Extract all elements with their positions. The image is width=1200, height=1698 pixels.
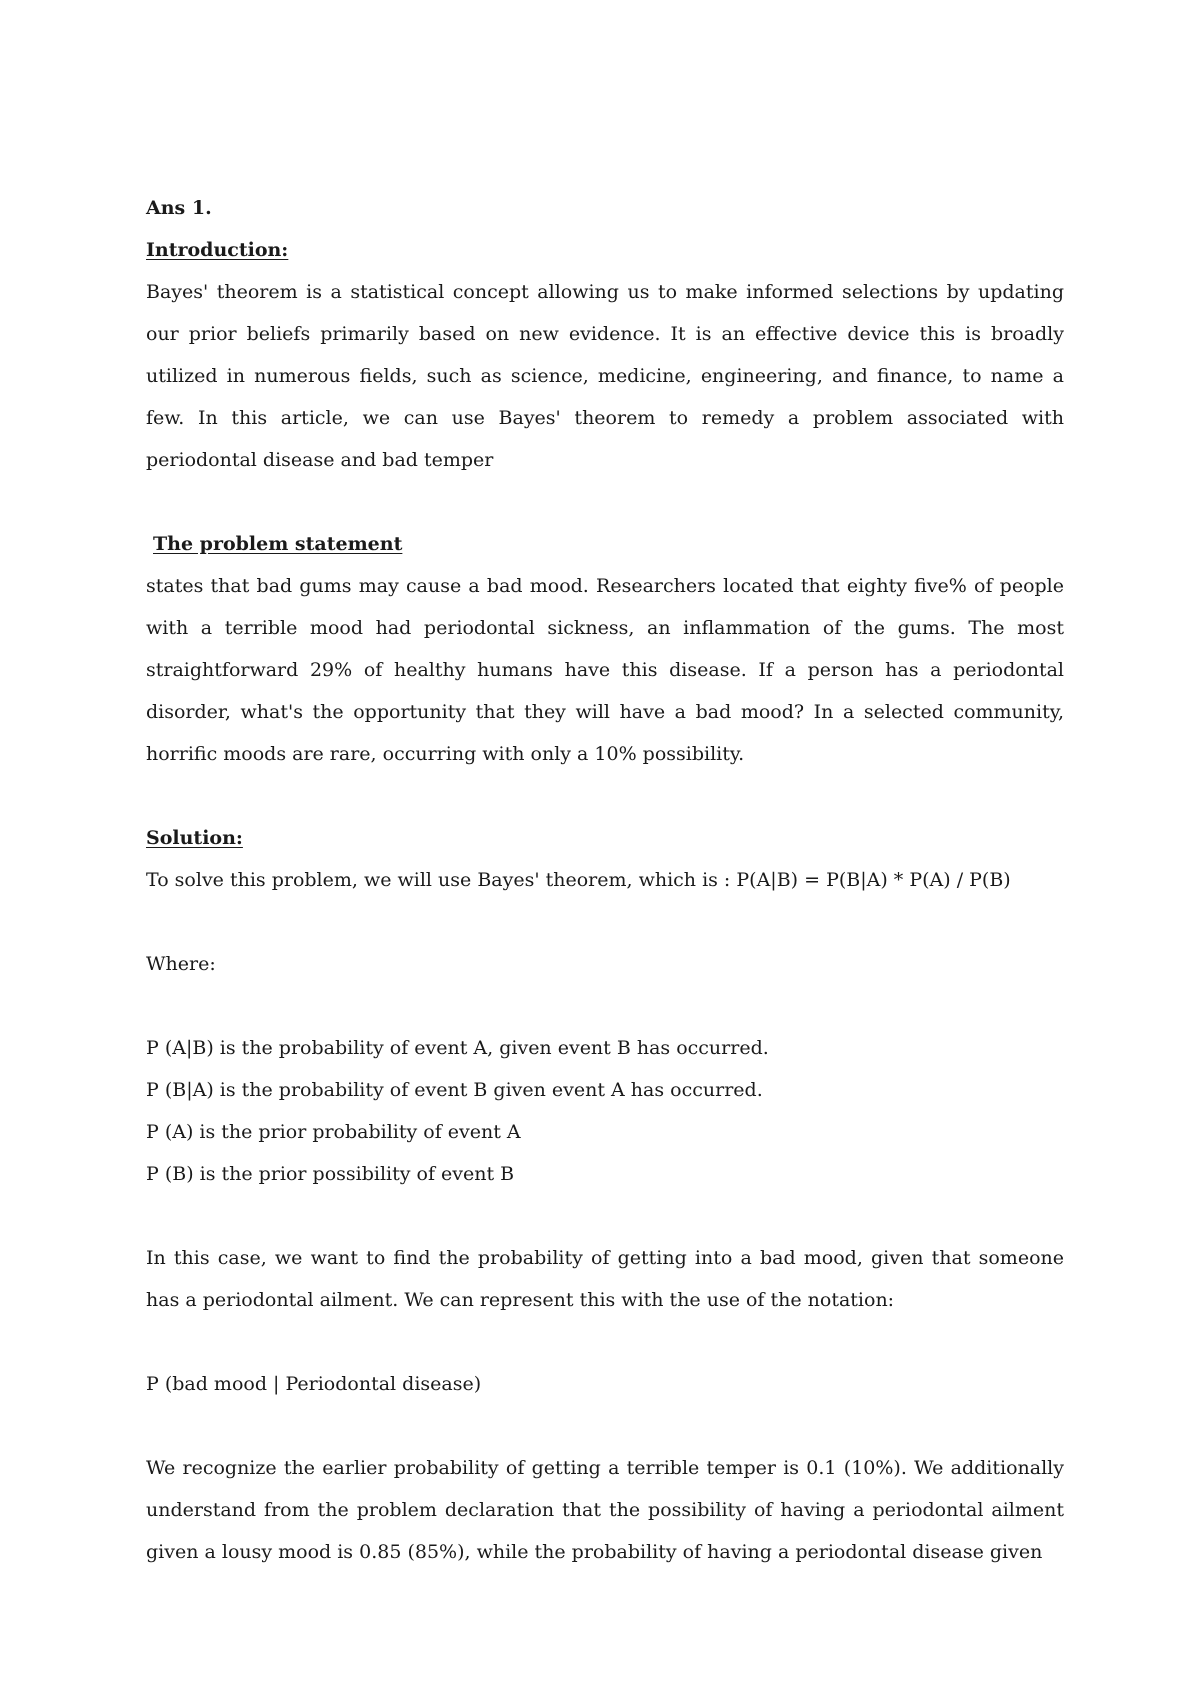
problem-statement-heading: The problem statement	[153, 533, 403, 555]
spacer	[146, 1321, 1064, 1363]
spacer	[146, 985, 1064, 1027]
introduction-paragraph: Bayes' theorem is a statistical concept allowing us to make informed selections by updating our prior beliefs primarily based on new evidence. It is an effective device this is broadly utilized in numerous fields, such as science, medicine, engineering, and finance, to name a few. In this article, we can use Bayes' theorem to remedy a problem associated with periodontal disease and bad temper	[146, 281, 1064, 471]
definition-line: P (A) is the prior probability of event A	[146, 1121, 521, 1143]
document-body	[146, 187, 1064, 1573]
notation-line: P (bad mood | Periodontal disease)	[146, 1373, 482, 1395]
case-paragraph: In this case, we want to find the probability of getting into a bad mood, given that someone has a periodontal ailment. We can represent this with the use of the notation:	[146, 1247, 1064, 1311]
problem-statement-paragraph: states that bad gums may cause a bad mood. Researchers located that eighty five% of people with a terrible mood had periodontal sickness, an inflammation of the gums. The most straightforward 29% of healthy humans have this disease. If a person has a periodontal disorder, what's the opportunity that they will have a bad mood? In a selected community, horrific moods are rare, occurring with only a 10% possibility.	[146, 575, 1064, 765]
final-paragraph: We recognize the earlier probability of getting a terrible temper is 0.1 (10%). We additionally understand from the problem declaration that the possibility of having a periodontal ailment given a lousy mood is 0.85 (85%), while the probability of having a periodontal disease given	[146, 1457, 1064, 1563]
spacer	[146, 481, 1064, 523]
spacer	[146, 775, 1064, 817]
answer-heading: Ans 1.	[146, 197, 212, 219]
where-label: Where:	[146, 953, 216, 975]
definition-line: P (A|B) is the probability of event A, given event B has occurred.	[146, 1037, 769, 1059]
definition-line: P (B|A) is the probability of event B given event A has occurred.	[146, 1079, 763, 1101]
spacer	[146, 1405, 1064, 1447]
spacer	[146, 1195, 1064, 1237]
spacer	[146, 901, 1064, 943]
introduction-heading: Introduction:	[146, 239, 289, 261]
solution-formula-line: To solve this problem, we will use Bayes' theorem, which is : P(A|B) = P(B|A) * P(A) / P(B)	[146, 869, 1011, 891]
definition-line: P (B) is the prior possibility of event B	[146, 1163, 515, 1185]
solution-heading: Solution:	[146, 827, 243, 849]
